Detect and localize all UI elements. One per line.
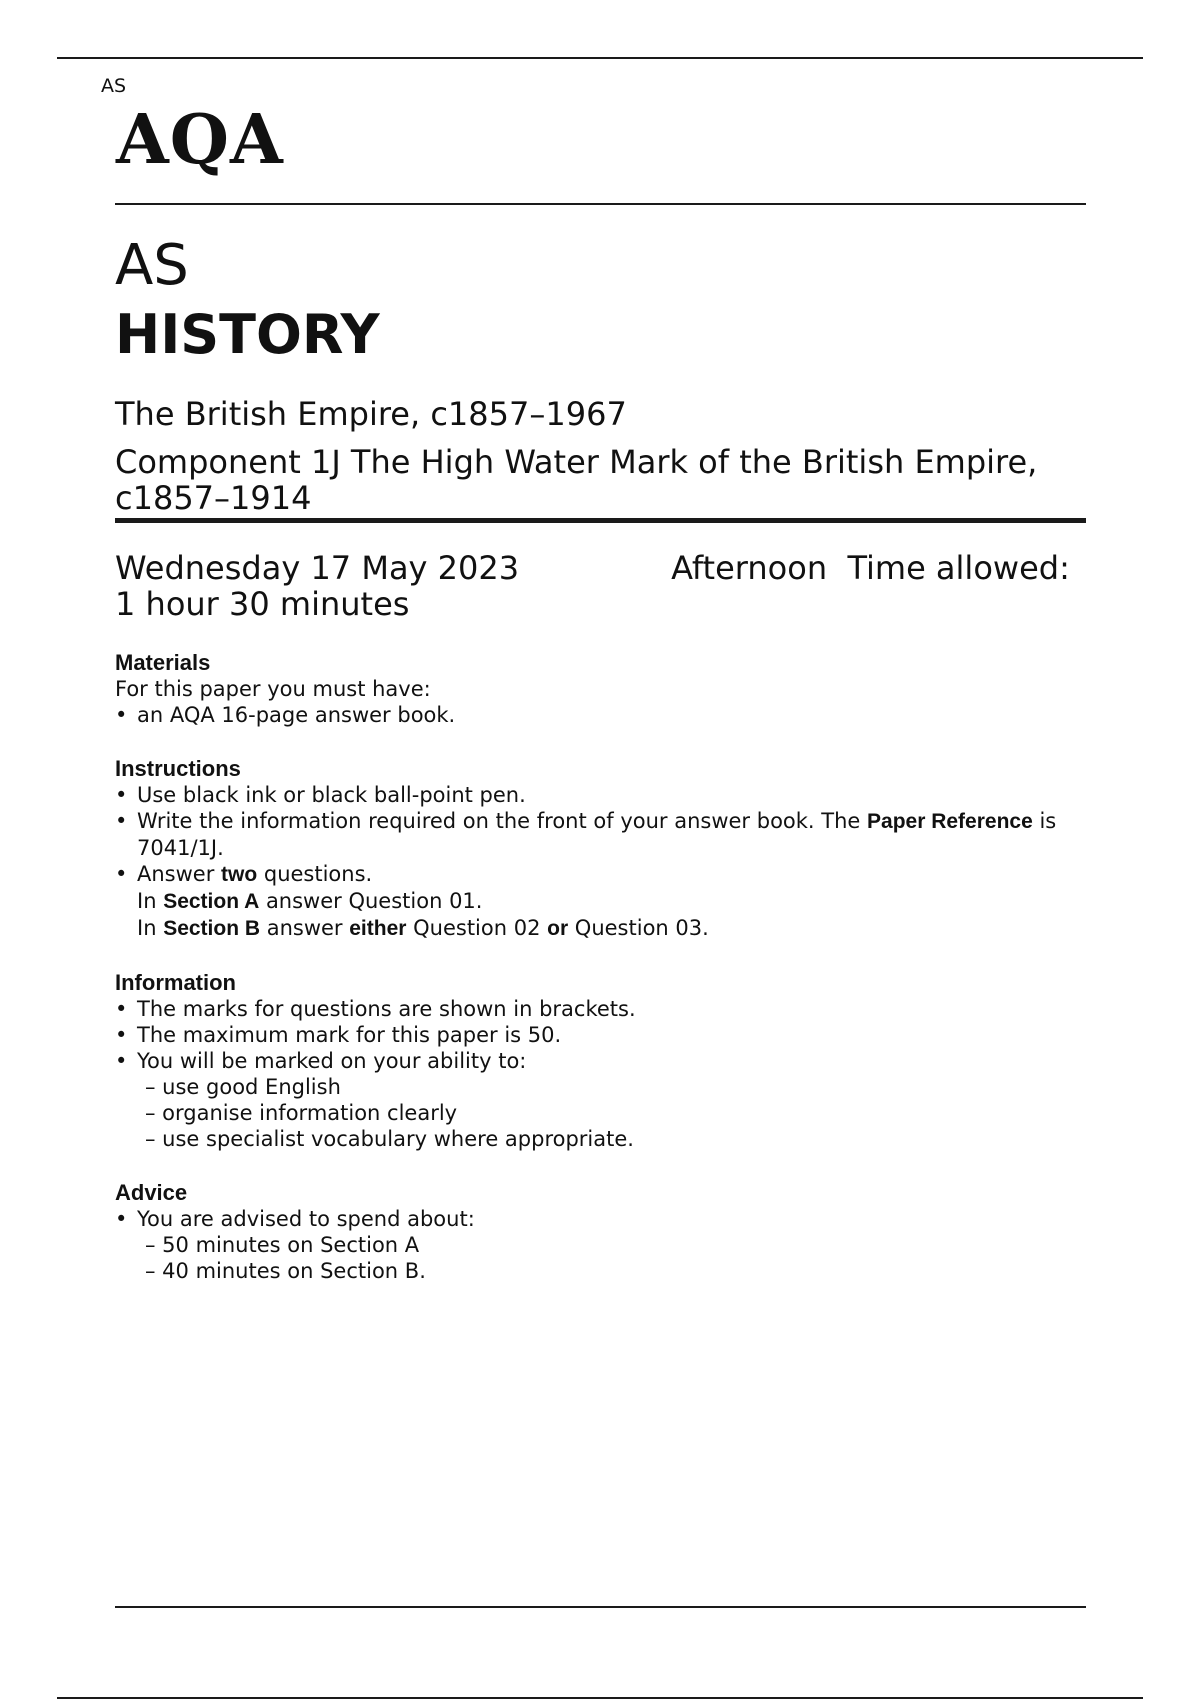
rubric [115, 650, 1075, 1312]
text-line [137, 861, 1075, 888]
text-span: is 7041/1J. [137, 809, 1057, 860]
text-line: • You are advised to spend about: [137, 1207, 475, 1231]
list-item: • an AQA 16-page answer book. [115, 702, 1075, 728]
sub-item: – 40 minutes on Section B. [145, 1259, 426, 1283]
qualification-level: AS [115, 233, 189, 298]
materials-section [115, 650, 1075, 728]
paper-title: The British Empire, c1857–1967 [115, 395, 627, 433]
list-item: • Use black ink or black ball-point pen. [115, 782, 1075, 808]
text-span: In [137, 916, 164, 940]
text-span: Answer [137, 862, 222, 886]
emphasis: two [221, 863, 258, 886]
information-list [115, 996, 1075, 1152]
exam-dateline [115, 550, 1095, 622]
sub-item: – organise information clearly [145, 1101, 458, 1125]
emphasis: Section A [163, 890, 260, 913]
materials-list [115, 702, 1075, 728]
list-item [115, 1206, 1075, 1284]
text-line [137, 915, 1075, 942]
list-item: • The marks for questions are shown in brackets. [115, 996, 1075, 1022]
list-item [115, 808, 1075, 861]
text-span: In [137, 889, 164, 913]
instructions-heading: Instructions [115, 756, 241, 781]
list-item: • The maximum mark for this paper is 50. [115, 1022, 1075, 1048]
list-item [115, 861, 1075, 942]
information-section [115, 970, 1075, 1152]
footer-rule [115, 1606, 1086, 1608]
instructions-list [115, 782, 1075, 942]
text-span: Write the information required on the front of your answer book. The [137, 809, 868, 833]
advice-heading: Advice [115, 1180, 188, 1205]
list-item [115, 1048, 1075, 1152]
paper-reference-label: Paper Reference [867, 810, 1033, 833]
text-span: questions. [257, 862, 373, 886]
information-heading: Information [115, 970, 236, 995]
text-span: answer Question 01. [259, 889, 483, 913]
logo-divider [115, 203, 1086, 205]
sub-item: – use specialist vocabulary where appropriate. [145, 1127, 634, 1151]
text-line [137, 888, 1075, 915]
text-span: Question 03. [568, 916, 709, 940]
advice-section [115, 1180, 1075, 1284]
sub-item: – use good English [145, 1075, 341, 1099]
sub-item: – 50 minutes on Section A [145, 1233, 420, 1257]
exam-session: Afternoon [671, 549, 828, 587]
aqa-logo: AQA [116, 100, 284, 180]
instructions-section [115, 756, 1075, 942]
emphasis: either [349, 917, 407, 940]
advice-list [115, 1206, 1075, 1284]
text-line: • You will be marked on your ability to: [137, 1049, 527, 1073]
text-span: answer [260, 916, 350, 940]
bottom-rule [57, 1697, 1143, 1699]
top-rule [57, 57, 1143, 59]
text-span: Question 02 [406, 916, 548, 940]
title-divider [115, 518, 1086, 523]
emphasis: or [547, 917, 569, 940]
corner-label: AS [101, 75, 127, 97]
materials-heading: Materials [115, 650, 211, 675]
time-allowed: Time allowed: 1 hour 30 minutes [115, 549, 1070, 623]
component-title: Component 1J The High Water Mark of the British Empire, c1857–1914 [115, 443, 1038, 517]
emphasis: Section B [163, 917, 261, 940]
subject-title: HISTORY [115, 303, 380, 366]
materials-intro: For this paper you must have: [115, 677, 431, 701]
exam-date: Wednesday 17 May 2023 [115, 549, 520, 587]
